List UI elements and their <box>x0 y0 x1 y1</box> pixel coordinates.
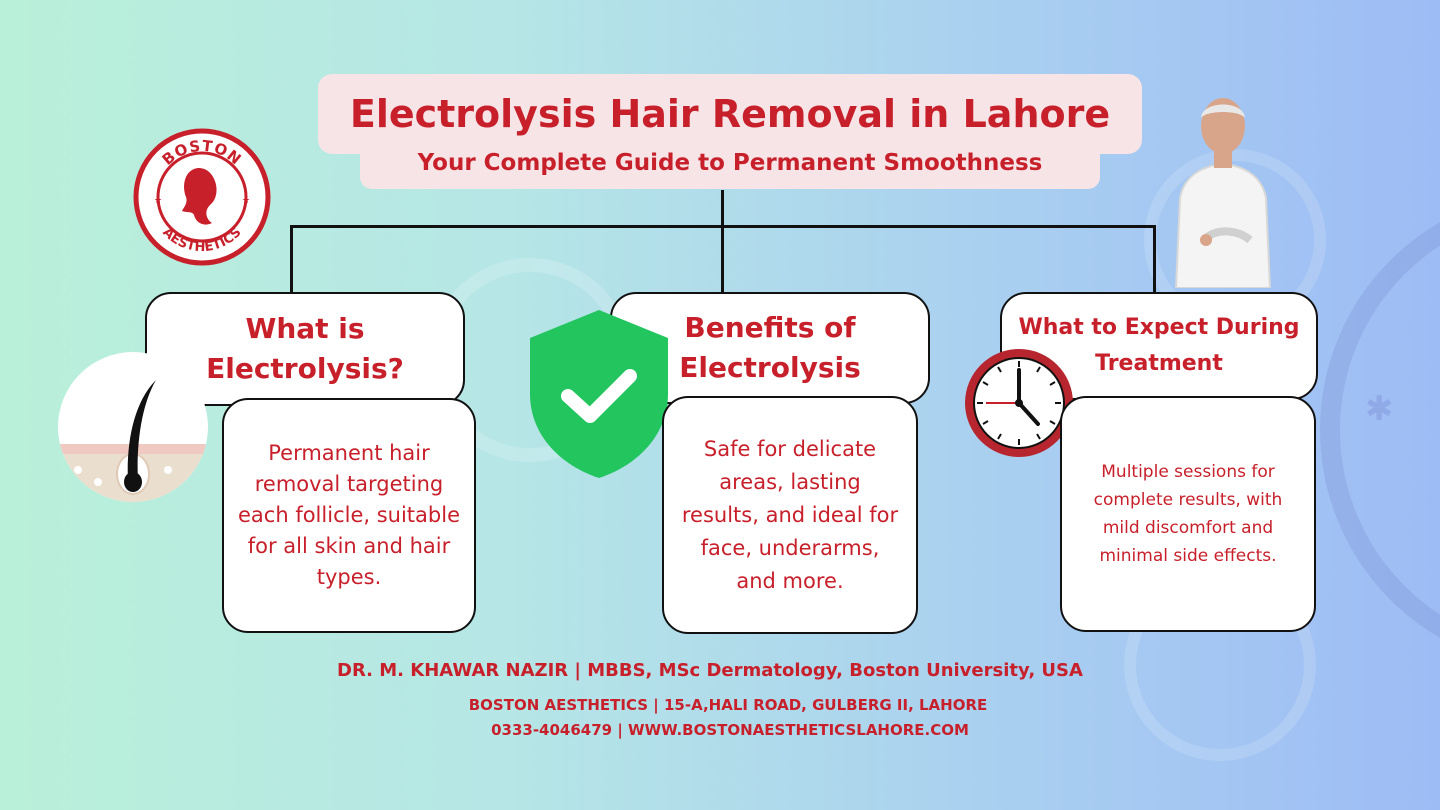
section-body-text: Multiple sessions for complete results, with mild discomfort and minimal side effects. <box>1093 462 1283 566</box>
doctor-photo <box>1158 88 1288 288</box>
svg-text:✱: ✱ <box>1365 389 1394 429</box>
hair-follicle-icon <box>58 352 208 502</box>
section-body-what-is <box>222 398 476 633</box>
connector-left <box>290 225 293 295</box>
connector-crossbar <box>290 225 1156 228</box>
section-body-benefits <box>662 396 918 634</box>
svg-text:★: ★ <box>154 196 163 206</box>
section-heading-line: Treatment <box>1095 351 1223 376</box>
section-body-text: Permanent hair removal targeting each follicle, suitable for all skin and hair types. <box>238 441 460 589</box>
section-heading-line: Benefits of <box>684 311 856 344</box>
logo-top-text: BOSTON <box>158 136 246 169</box>
boston-aesthetics-logo <box>132 127 272 267</box>
section-heading-line: What to Expect During <box>1018 315 1300 340</box>
svg-text:★: ★ <box>242 196 251 206</box>
connector-right <box>1153 225 1156 295</box>
connector-trunk <box>721 190 724 294</box>
section-heading-line: What is <box>245 312 365 345</box>
page-subtitle: Your Complete Guide to Permanent Smoothness <box>417 150 1043 176</box>
footer-contact: 0333-4046479 | WWW.BOSTONAESTHETICSLAHORE.COM <box>491 721 969 739</box>
section-body-expect <box>1060 396 1316 632</box>
section-body-text: Safe for delicate areas, lasting results, and ideal for face, underarms, and more. <box>681 436 899 593</box>
shield-check-icon <box>528 308 670 480</box>
page-title: Electrolysis Hair Removal in Lahore <box>349 92 1111 136</box>
subtitle-banner <box>360 137 1100 189</box>
footer-address: BOSTON AESTHETICS | 15-A,HALI ROAD, GULBERG II, LAHORE <box>468 696 988 714</box>
section-heading-line: Electrolysis <box>679 351 861 384</box>
logo-bottom-text: AESTHETICS <box>159 224 245 256</box>
clock-icon <box>962 346 1076 460</box>
section-heading-line: Electrolysis? <box>206 352 404 385</box>
footer-doctor: DR. M. KHAWAR NAZIR | MBBS, MSc Dermatology, Boston University, USA <box>337 660 1083 681</box>
